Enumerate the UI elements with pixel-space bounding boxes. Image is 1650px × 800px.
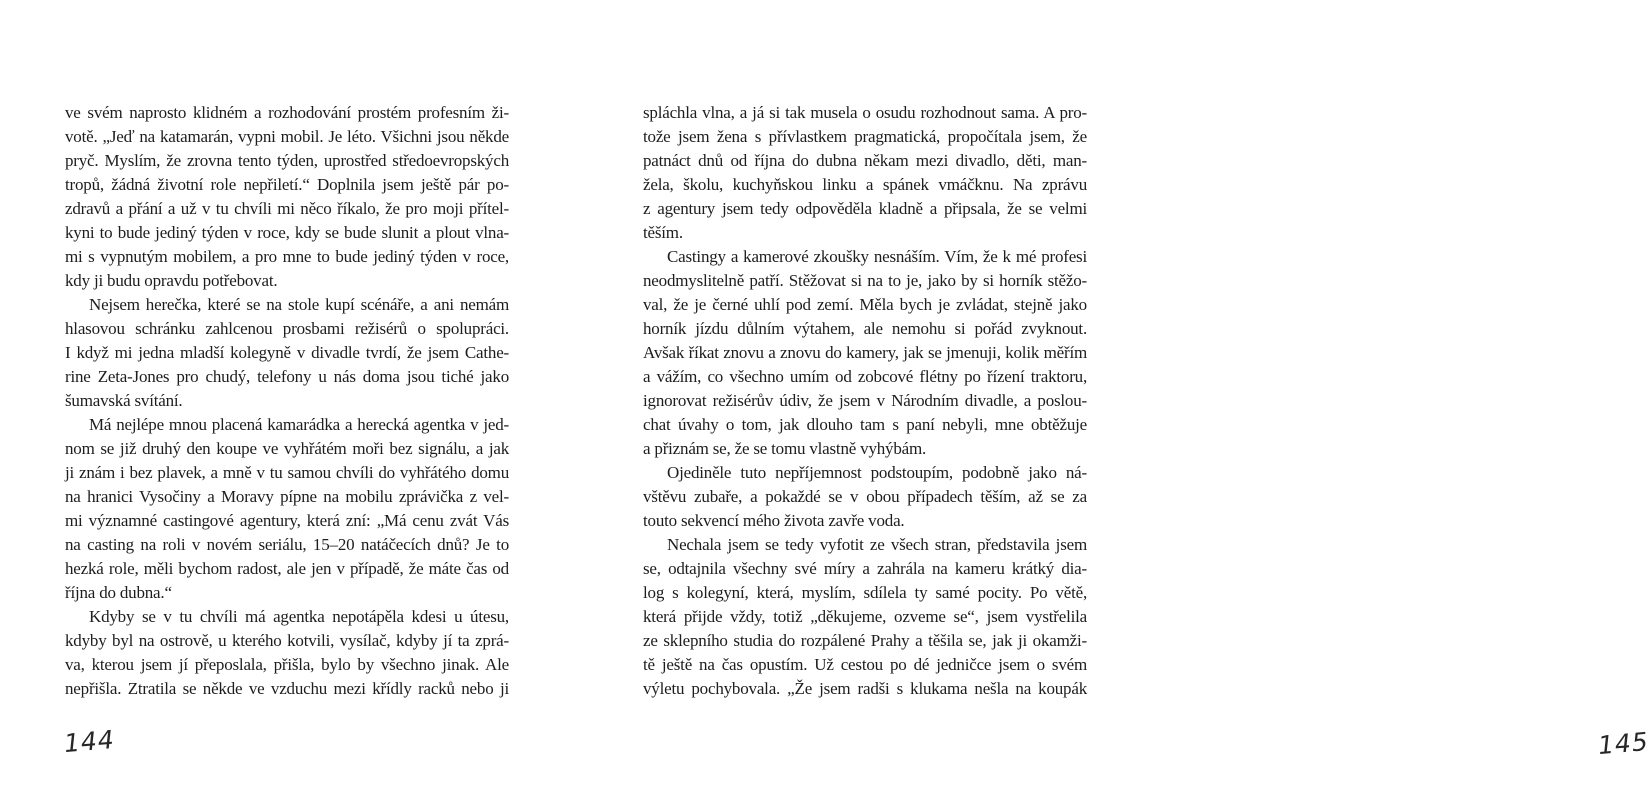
text-line: na hranici Vysočiny a Moravy pípne na mobilu zprávička z vel- [65, 487, 509, 506]
page-right [566, 0, 1650, 800]
text-line: října do dubna.“ [65, 583, 172, 602]
text-line: tože jsem žena s přívlastkem pragmatická, propočítala jsem, že [643, 127, 1087, 146]
text-line: ji znám i bez plavek, a mně v tu samou chvíli do vyhřátého domu [65, 463, 509, 482]
text-line: Ojediněle tuto nepříjemnost podstoupím, podobně jako ná- [667, 463, 1087, 482]
paragraph [65, 605, 509, 701]
paragraph [643, 101, 1087, 245]
text-line: patnáct dnů od října do dubna někam mezi divadlo, děti, man- [643, 151, 1087, 170]
text-line: Nechala jsem se tedy vyfotit ze všech stran, představila jsem [667, 535, 1087, 554]
text-line: kyni to bude jediný týden v roce, kdy se bude slunit a plout vlna- [65, 223, 509, 242]
text-line: Castingy a kamerové zkoušky nesnáším. Vím, že k mé profesi [667, 247, 1087, 266]
page-number-right: 145 [1596, 726, 1650, 761]
text-line: hlasovou schránku zahlcenou prosbami režisérů o spolupráci. [65, 319, 509, 338]
text-line: a vážím, co všechno umím od zobcové flétny po řízení traktoru, [643, 367, 1087, 386]
text-line: těším. [643, 223, 683, 242]
text-line: nom se již druhý den koupe ve vyhřátém moři bez signálu, a jak [65, 439, 509, 458]
page-left-text-block [65, 101, 509, 701]
text-line: na casting na roli v novém seriálu, 15–20 natáčecích dnů? Je to [65, 535, 509, 554]
text-line: spláchla vlna, a já si tak musela o osudu rozhodnout sama. A pro- [643, 103, 1087, 122]
text-line: hezká role, měli bychom radost, ale jen v případě, že máte čas od [65, 559, 509, 578]
paragraph [65, 101, 509, 293]
text-line: z agentury jsem tedy odpověděla kladně a připsala, že se velmi [643, 199, 1087, 218]
text-line: log s kolegyní, která, myslím, sdílela ty samé pocity. Po větě, [643, 583, 1087, 602]
text-line: va, kterou jsem jí přeposlala, přišla, bylo by všechno jinak. Ale [65, 655, 509, 674]
text-line: mi s vypnutým mobilem, a pro mne to bude jediný týden v roce, [65, 247, 509, 266]
text-line: se, odtajnila všechny své míry a zahrála na kameru krátký dia- [643, 559, 1087, 578]
paragraph [65, 293, 509, 413]
page-number-left: 144 [62, 724, 116, 759]
paragraph [643, 533, 1087, 701]
text-line: Kdyby se v tu chvíli má agentka nepotápěla kdesi u útesu, [89, 607, 509, 626]
text-line: kdy ji budu opravdu potřebovat. [65, 271, 278, 290]
text-line: nepřišla. Ztratila se někde ve vzduchu mezi křídly racků nebo ji [65, 679, 509, 698]
text-line: a přiznám se, že se tomu vlastně vyhýbám. [643, 439, 927, 458]
text-line: ze sklepního studia do rozpálené Prahy a těšila se, jak ji okamži- [643, 631, 1087, 650]
text-line: tropů, žádná životní role nepřiletí.“ Doplnila jsem ještě pár po- [65, 175, 509, 194]
text-line: zdravů a přání a už v tu chvíli mi něco říkalo, že pro moji přítel- [65, 199, 509, 218]
text-line: Má nejlépe mnou placená kamarádka a herecká agentka v jed- [89, 415, 509, 434]
text-line: Nejsem herečka, které se na stole kupí scénáře, a ani nemám [89, 295, 509, 314]
text-line: horník jízdu důlním výtahem, ale nemohu si pořád zvyknout. [643, 319, 1087, 338]
text-line: ve svém naprosto klidném a rozhodování prostém profesním ži- [65, 103, 509, 122]
text-line: val, že je černé uhlí pod zemí. Měla bych je zvládat, stejně jako [643, 295, 1087, 314]
text-line: touto sekvencí mého života zavře voda. [643, 511, 905, 530]
text-line: pryč. Myslím, že zrovna tento týden, uprostřed středoevropských [65, 151, 509, 170]
text-line: ignorovat režisérův údiv, že jsem v Národním divadle, a poslou- [643, 391, 1087, 410]
text-line: výletu pochybovala. „Že jsem radši s klukama nešla na koupák [643, 679, 1087, 698]
text-line: mi významné castingové agentury, která zní: „Má cenu zvát Vás [65, 511, 509, 530]
text-line: chat úvahy o tom, jak dlouho tam s paní nebyli, mne obtěžuje [643, 415, 1087, 434]
text-line: tě ještě na čas opustím. Už cestou po dé jedničce jsem o svém [643, 655, 1087, 674]
text-line: I když mi jedna mladší kolegyně v divadle tvrdí, že jsem Cathe- [65, 343, 509, 362]
text-line: votě. „Jeď na katamarán, vypni mobil. Je léto. Všichni jsou někde [65, 127, 509, 146]
text-line: neodmyslitelně patří. Stěžovat si na to je, jako by si horník stěžo- [643, 271, 1087, 290]
text-line: šumavská svítání. [65, 391, 183, 410]
page-left [0, 0, 566, 800]
page-right-text-block [643, 101, 1087, 701]
paragraph [643, 461, 1087, 533]
text-line: kdyby byl na ostrově, u kterého kotvili, vysílač, kdyby jí ta zprá- [65, 631, 509, 650]
text-line: Avšak říkat znovu a znovu do kamery, jak se jmenuji, kolik měřím [643, 343, 1087, 362]
paragraph [643, 245, 1087, 461]
paragraph [65, 413, 509, 605]
text-line: vštěvu zubaře, a pokaždé se v obou případech těším, až se za [643, 487, 1087, 506]
text-line: rine Zeta-Jones pro chudý, telefony u nás doma jsou tiché jako [65, 367, 509, 386]
text-line: která přijde vždy, totiž „děkujeme, ozveme se“, jsem vystřelila [643, 607, 1087, 626]
text-line: žela, školu, kuchyňskou linku a spánek vmáčknu. Na zprávu [643, 175, 1087, 194]
